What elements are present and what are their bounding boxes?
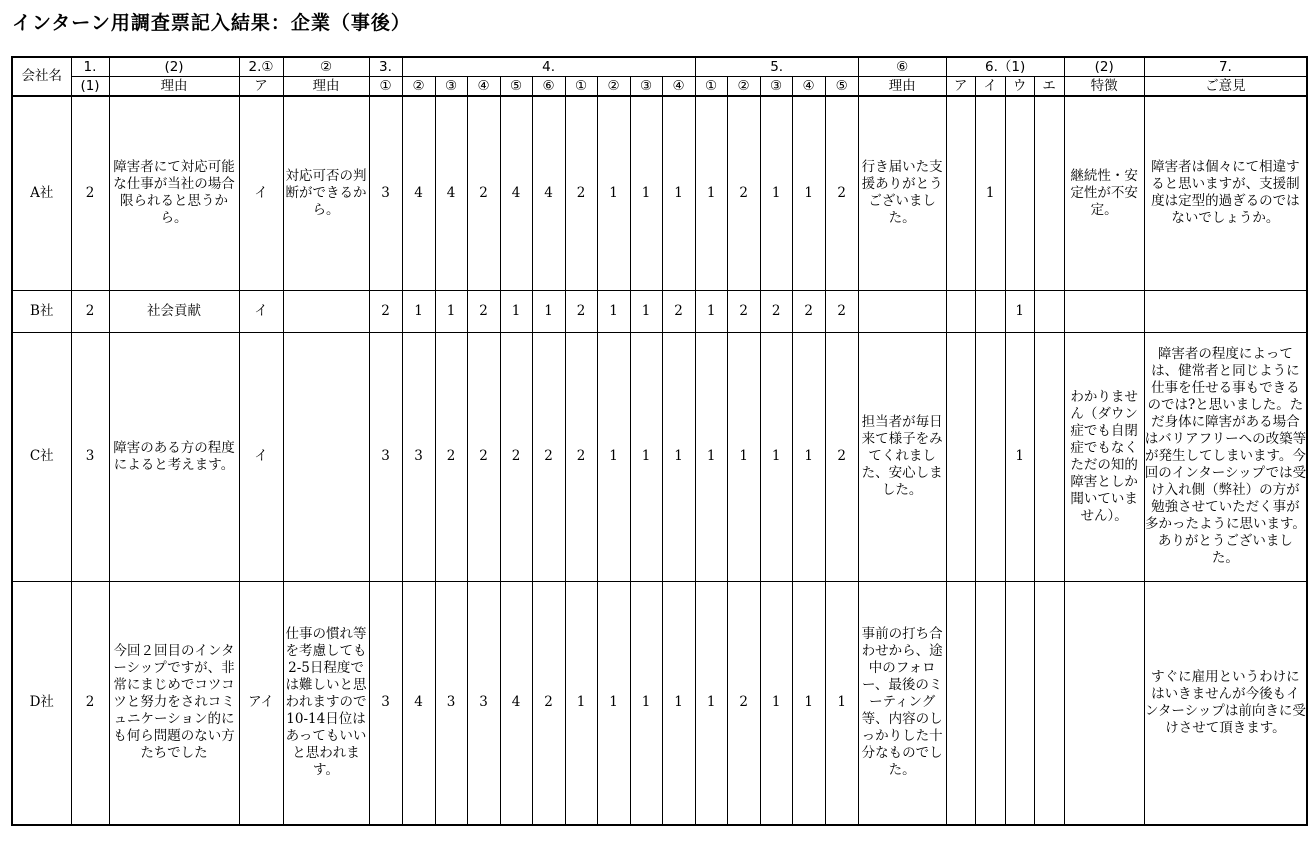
q6-2-feature: 継続性・安定性が不安定。 <box>1064 96 1144 290</box>
q6-1-cell <box>1034 290 1064 332</box>
score-cell: 2 <box>825 96 858 290</box>
score-cell: 2 <box>532 332 565 581</box>
q1-reason: 今回２回目のインターシップですが、非常にまじめでコツコツと努力をされコミュニケーション的にも何ら問題のない方たちでした <box>109 581 239 825</box>
score-cell: 3 <box>435 581 467 825</box>
q3-value: 2 <box>369 290 402 332</box>
company-name: B社 <box>12 290 71 332</box>
q6-reason: 行き届いた支援ありがとうございました。 <box>858 96 946 290</box>
score-cell: 1 <box>565 581 597 825</box>
q6-1-cell <box>1005 96 1034 290</box>
header-q4-item: ② <box>597 77 630 97</box>
score-cell: 2 <box>727 581 760 825</box>
q6-1-cell <box>975 290 1005 332</box>
q3-value: 3 <box>369 581 402 825</box>
score-cell: 1 <box>532 290 565 332</box>
q6-1-cell: 1 <box>1005 332 1034 581</box>
header-q5-item: ③ <box>760 77 792 97</box>
header-q6-2-label: 特徴 <box>1064 77 1144 97</box>
q6-reason: 担当者が毎日来て様子をみてくれました、安心しました。 <box>858 332 946 581</box>
score-cell: 4 <box>500 581 532 825</box>
header-q4-item: ① <box>565 77 597 97</box>
score-cell: 1 <box>597 290 630 332</box>
q1-reason: 障害者にて対応可能な仕事が当社の場合限られると思うから。 <box>109 96 239 290</box>
header-q5: 5. <box>695 57 858 77</box>
q1-value: 2 <box>71 581 109 825</box>
score-cell: 1 <box>695 581 727 825</box>
header-q6-item: イ <box>975 77 1005 97</box>
score-cell: 1 <box>792 332 825 581</box>
q1-value: 2 <box>71 96 109 290</box>
table-row <box>12 332 1307 581</box>
header-q3-1: ① <box>369 77 402 97</box>
q2-reason: 対応可否の判断ができるから。 <box>283 96 369 290</box>
q6-1-cell <box>1034 581 1064 825</box>
header-q6-item: ウ <box>1005 77 1034 97</box>
score-cell: 2 <box>435 332 467 581</box>
q7-opinion: 障害者は個々にて相違すると思いますが、支援制度は定型的過ぎるのではないでしょうか。 <box>1144 96 1307 290</box>
q1-reason: 障害のある方の程度によると考えます。 <box>109 332 239 581</box>
header-q4-item: ② <box>402 77 435 97</box>
header-q2-a: ア <box>239 77 283 97</box>
score-cell: 1 <box>662 581 695 825</box>
company-name: D社 <box>12 581 71 825</box>
header-q5-item: ④ <box>792 77 825 97</box>
score-cell: 2 <box>532 581 565 825</box>
q6-2-feature <box>1064 290 1144 332</box>
table-row <box>12 581 1307 825</box>
score-cell: 2 <box>565 290 597 332</box>
q6-1-cell <box>1005 581 1034 825</box>
header-q1: 1. <box>71 57 109 77</box>
q6-1-cell <box>975 581 1005 825</box>
score-cell: 2 <box>467 290 500 332</box>
score-cell: 1 <box>597 332 630 581</box>
page-title: インターン用調査票記入結果：企業（事後） <box>12 12 411 34</box>
q6-1-cell <box>975 332 1005 581</box>
q2-value: イ <box>239 332 283 581</box>
header-q4-item: ④ <box>662 77 695 97</box>
score-cell: 2 <box>825 332 858 581</box>
score-cell: 1 <box>435 290 467 332</box>
table-row <box>12 290 1307 332</box>
score-cell: 1 <box>402 290 435 332</box>
score-cell: 1 <box>500 290 532 332</box>
q6-1-cell <box>946 290 975 332</box>
score-cell: 1 <box>792 96 825 290</box>
q3-value: 3 <box>369 96 402 290</box>
q2-value: アイ <box>239 581 283 825</box>
score-cell: 2 <box>500 332 532 581</box>
score-cell: 3 <box>402 332 435 581</box>
score-cell: 4 <box>532 96 565 290</box>
score-cell: 2 <box>792 290 825 332</box>
header-q7-label: ご意見 <box>1144 77 1307 97</box>
header-q4-item: ⑥ <box>532 77 565 97</box>
header-q3: 3. <box>369 57 402 77</box>
header-q5-item: ⑤ <box>825 77 858 97</box>
table-row <box>12 96 1307 290</box>
score-cell: 4 <box>500 96 532 290</box>
score-cell: 1 <box>727 332 760 581</box>
q6-1-cell <box>946 96 975 290</box>
header-q6-circle: ⑥ <box>858 57 946 77</box>
q2-value: イ <box>239 290 283 332</box>
header-q5-item: ② <box>727 77 760 97</box>
score-cell: 1 <box>760 332 792 581</box>
q3-value: 3 <box>369 332 402 581</box>
q7-opinion: 障害者の程度によっては、健常者と同じように仕事を任せる事もできるのでは?と思いました。ただ身体に障害がある場合はバリアフリーへの改築等が発生してしまいます。今回のインターシップでは受け入れ側（弊社）の方が勉強させていただく事が多かったように思います。ありがとうございました。 <box>1144 332 1307 581</box>
score-cell: 4 <box>435 96 467 290</box>
score-cell: 1 <box>695 96 727 290</box>
q1-value: 2 <box>71 290 109 332</box>
header-q4-item: ④ <box>467 77 500 97</box>
q1-reason: 社会貢献 <box>109 290 239 332</box>
q6-1-cell <box>946 581 975 825</box>
header-row-1 <box>12 57 1307 77</box>
score-cell: 2 <box>467 96 500 290</box>
q6-1-cell: 1 <box>975 96 1005 290</box>
header-q4-item: ③ <box>435 77 467 97</box>
score-cell: 1 <box>695 290 727 332</box>
score-cell: 2 <box>727 96 760 290</box>
header-q4: 4. <box>402 57 695 77</box>
header-company: 会社名 <box>12 57 71 96</box>
score-cell: 1 <box>597 581 630 825</box>
score-cell: 2 <box>760 290 792 332</box>
header-q2-reason: 理由 <box>283 77 369 97</box>
q6-2-feature: わかりません（ダウン症でも自閉症でもなくただの知的障害としか聞いていません）。 <box>1064 332 1144 581</box>
q6-1-cell: 1 <box>1005 290 1034 332</box>
header-q1-2: (2) <box>109 57 239 77</box>
header-q7: 7. <box>1144 57 1307 77</box>
q6-1-cell <box>1034 96 1064 290</box>
q6-reason: 事前の打ち合わせから、途中のフォロー、最後のミーティング等、内容のしっかりした十分なものでした。 <box>858 581 946 825</box>
q2-reason <box>283 332 369 581</box>
header-q6-item: ア <box>946 77 975 97</box>
score-cell: 1 <box>760 96 792 290</box>
score-cell: 1 <box>792 581 825 825</box>
score-cell: 2 <box>565 96 597 290</box>
company-name: A社 <box>12 96 71 290</box>
score-cell: 2 <box>727 290 760 332</box>
header-q1-reason: 理由 <box>109 77 239 97</box>
score-cell: 2 <box>467 332 500 581</box>
q2-value: イ <box>239 96 283 290</box>
q6-1-cell <box>946 332 975 581</box>
header-q4-item: ③ <box>630 77 662 97</box>
q2-reason <box>283 290 369 332</box>
score-cell: 1 <box>825 581 858 825</box>
q6-2-feature <box>1064 581 1144 825</box>
score-cell: 1 <box>630 96 662 290</box>
q2-reason: 仕事の慣れ等を考慮しても2-5日程度では難しいと思われますので10-14日位はあってもいいと思われます。 <box>283 581 369 825</box>
header-q6-2: (2) <box>1064 57 1144 77</box>
header-q6-item: エ <box>1034 77 1064 97</box>
header-q1-1: (1) <box>71 77 109 97</box>
score-cell: 2 <box>825 290 858 332</box>
q6-1-cell <box>1034 332 1064 581</box>
header-q5-item: ① <box>695 77 727 97</box>
score-cell: 4 <box>402 96 435 290</box>
header-q6-reason: 理由 <box>858 77 946 97</box>
score-cell: 2 <box>662 290 695 332</box>
header-row-2 <box>12 77 1307 97</box>
q7-opinion <box>1144 290 1307 332</box>
company-name: C社 <box>12 332 71 581</box>
score-cell: 1 <box>695 332 727 581</box>
header-q4-item: ⑤ <box>500 77 532 97</box>
score-cell: 1 <box>760 581 792 825</box>
score-cell: 1 <box>630 581 662 825</box>
score-cell: 3 <box>467 581 500 825</box>
score-cell: 4 <box>402 581 435 825</box>
survey-results-table <box>11 56 1308 826</box>
header-q2-2: ② <box>283 57 369 77</box>
q1-value: 3 <box>71 332 109 581</box>
header-q2: 2.① <box>239 57 283 77</box>
score-cell: 1 <box>597 96 630 290</box>
score-cell: 1 <box>630 290 662 332</box>
score-cell: 1 <box>630 332 662 581</box>
q6-reason <box>858 290 946 332</box>
score-cell: 2 <box>565 332 597 581</box>
score-cell: 1 <box>662 332 695 581</box>
q7-opinion: すぐに雇用というわけにはいきませんが今後もインターシップは前向きに受けさせて頂きます。 <box>1144 581 1307 825</box>
header-q6: 6.（1) <box>946 57 1064 77</box>
score-cell: 1 <box>662 96 695 290</box>
